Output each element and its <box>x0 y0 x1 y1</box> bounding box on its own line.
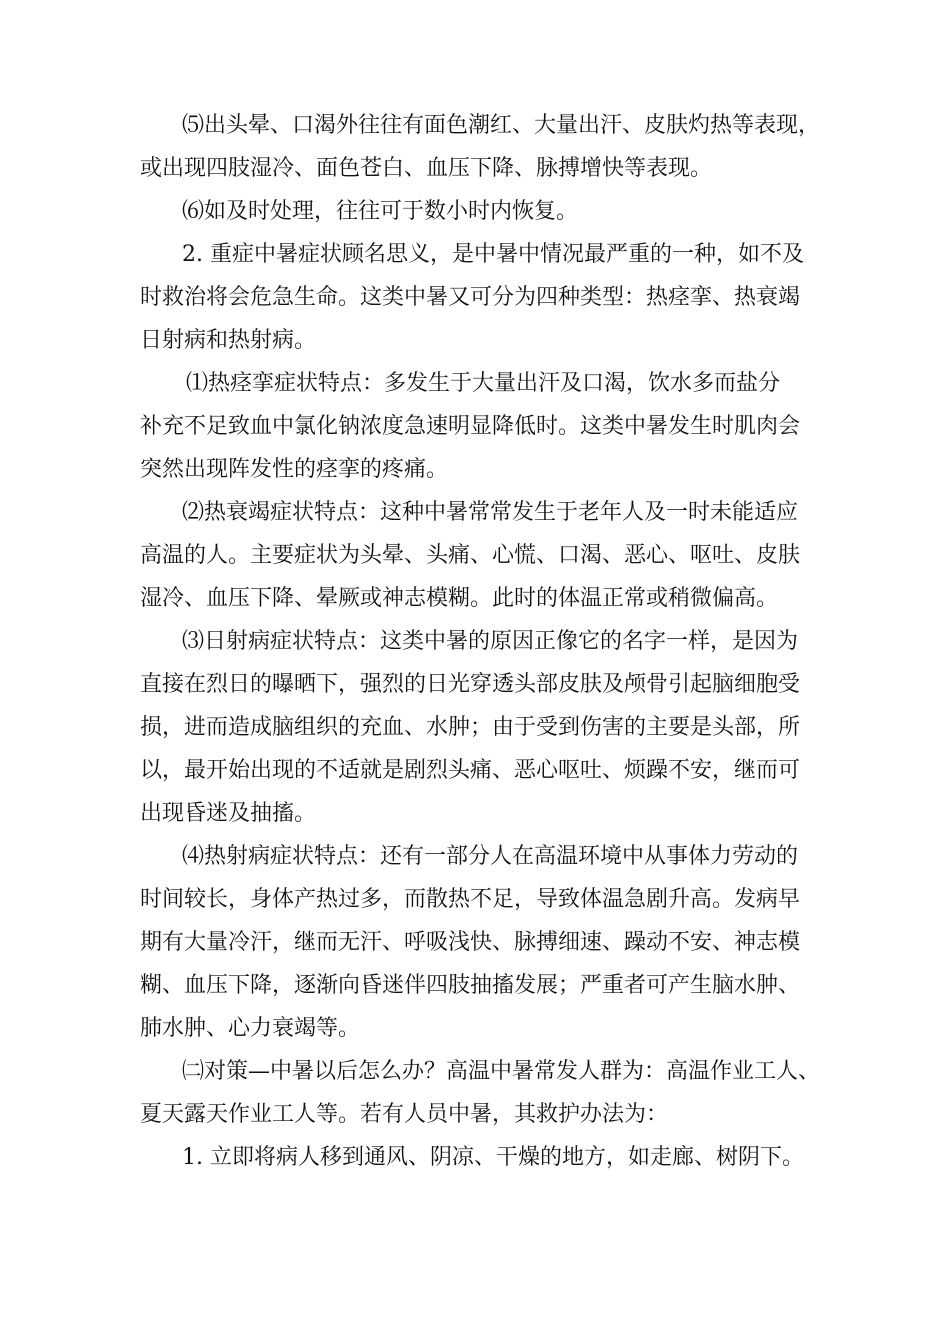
text-line: 或出现四肢湿冷、面色苍白、血压下降、脉搏增快等表现。 <box>140 156 713 181</box>
text-line: ㈡对策—中暑以后怎么办？高温中暑常发人群为：高温作业工人、 <box>182 1059 821 1084</box>
text-line: 湿冷、血压下降、晕厥或神志模糊。此时的体温正常或稍微偏高。 <box>140 586 779 611</box>
text-line: 以，最开始出现的不适就是剧烈头痛、恶心呕吐、烦躁不安，继而可 <box>140 758 801 783</box>
text-line: 时间较长，身体产热过多，而散热不足，导致体温急剧升高。发病早 <box>140 887 801 912</box>
text-line: ⑵热衰竭症状特点：这种中暑常常发生于老年人及一时未能适应 <box>182 500 799 525</box>
text-line: ⑹如及时处理，往往可于数小时内恢复。 <box>182 199 579 224</box>
text-line: 1. 立即将病人移到通风、阴凉、干燥的地方，如走廊、树阴下。 <box>182 1145 804 1170</box>
text-line: ⑷热射病症状特点：还有一部分人在高温环境中从事体力劳动的 <box>182 844 799 869</box>
text-line: 高温的人。主要症状为头晕、头痛、心慌、口渴、恶心、呕吐、皮肤 <box>140 543 801 568</box>
text-line: 补充不足致血中氯化钠浓度急速明显降低时。这类中暑发生时肌肉会 <box>140 414 801 439</box>
text-line: 肺水肿、心力衰竭等。 <box>140 1016 361 1041</box>
text-line: 出现昏迷及抽搐。 <box>140 801 317 826</box>
text-line: 直接在烈日的曝晒下，强烈的日光穿透头部皮肤及颅骨引起脑细胞受 <box>140 672 801 697</box>
text-line: ⑸出头晕、口渴外往往有面色潮红、大量出汗、皮肤灼热等表现， <box>182 113 821 138</box>
text-line: 期有大量冷汗，继而无汗、呼吸浅快、脉搏细速、躁动不安、神志模 <box>140 930 801 955</box>
text-line: 日射病和热射病。 <box>140 328 317 353</box>
text-line: 突然出现阵发性的痉挛的疼痛。 <box>140 457 449 482</box>
text-line: ⑴热痉挛症状特点：多发生于大量出汗及口渴，饮水多而盐分 <box>186 371 781 396</box>
text-line: 损，进而造成脑组织的充血、水肿；由于受到伤害的主要是头部，所 <box>140 715 801 740</box>
text-line: 夏天露天作业工人等。若有人员中暑，其救护办法为： <box>140 1102 669 1127</box>
text-line: 糊、血压下降，逐渐向昏迷伴四肢抽搐发展；严重者可产生脑水肿、 <box>140 973 801 998</box>
text-line: 时救治将会危急生命。这类中暑又可分为四种类型：热痉挛、热衰竭 <box>140 285 801 310</box>
text-line: ⑶日射病症状特点：这类中暑的原因正像它的名字一样，是因为 <box>182 629 799 654</box>
text-line: 2. 重症中暑症状顾名思义，是中暑中情况最严重的一种，如不及 <box>182 242 804 267</box>
